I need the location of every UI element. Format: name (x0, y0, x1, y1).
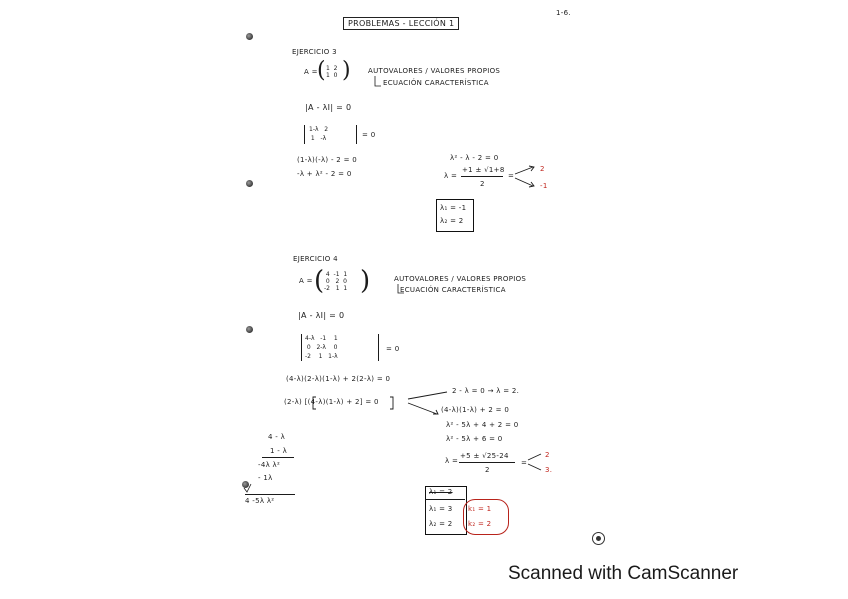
exercise-4-expansion-2: (2-λ) [(4-λ)(1-λ) + 2] = 0 (284, 398, 379, 406)
exercise-4-formula-numerator: +5 ± √25-24 (460, 452, 509, 460)
exercise-3-det-row-2: 1 -λ (309, 135, 327, 142)
side-calc-line-3: -4λ λ² (258, 461, 281, 469)
exercise-4-right-bracket (390, 397, 393, 409)
exercise-3-root-lower: -1 (540, 182, 548, 190)
exercise-3-result-lambda-2: λ₂ = 2 (440, 217, 464, 225)
exercise-4-multiplicity-2: k₂ = 2 (468, 520, 492, 528)
exercise-4-branch-quadratic-1: (4-λ)(1-λ) + 2 = 0 (441, 406, 510, 414)
exercise-4-arrow-branch-down (408, 403, 437, 414)
exercise-4-title: EJERCICIO 4 (293, 255, 338, 263)
exercise-4-arrow-down (528, 464, 541, 470)
exercise-4-matrix-label: A = (299, 277, 313, 285)
side-calc-line-2: 1 - λ (270, 447, 288, 455)
exercise-3-matrix-row-1: 1 2 (326, 65, 338, 72)
exercise-4-note-eigenvalues: AUTOVALORES / VALORES PROPIOS (394, 275, 527, 283)
exercise-4-matrix-row-1: 4 -1 1 (324, 271, 348, 278)
exercise-4-branch-linear: 2 - λ = 0 → λ = 2. (452, 387, 520, 395)
exercise-3-note-hook (375, 76, 381, 86)
exercise-4-result-lambda-1: λ₁ = 3 (429, 505, 453, 513)
exercise-3-formula-lhs: λ = (444, 172, 458, 180)
exercise-3-result-lambda-1: λ₁ = -1 (440, 204, 467, 212)
exercise-3-formula-numerator: +1 ± √1+8 (462, 166, 505, 174)
exercise-3-matrix-left-paren: ( (317, 58, 326, 83)
exercise-3-matrix-row-2: 1 0 (326, 72, 338, 79)
exercise-3-formula-equals: = (508, 172, 515, 180)
page-title: PROBLEMAS - LECCIÓN 1 (343, 17, 459, 30)
exercise-3-expansion-1: (1-λ)(-λ) - 2 = 0 (297, 156, 358, 164)
exercise-4-arrow-branch-up (408, 392, 447, 399)
exercise-4-det-row-2: 0 2-λ 0 (305, 344, 338, 351)
exercise-4-expansion-1: (4-λ)(2-λ)(1-λ) + 2(2-λ) = 0 (286, 375, 391, 383)
side-calc-line-4: - 1λ (258, 474, 273, 482)
side-calc-line-5: 4 -5λ λ² (245, 497, 275, 505)
exercise-3-note-eigenvalues: AUTOVALORES / VALORES PROPIOS (368, 67, 501, 75)
exercise-3-characteristic-equation: |A - λI| = 0 (305, 103, 352, 112)
exercise-4-note-characteristic: ECUACIÓN CARACTERÍSTICA (400, 286, 506, 294)
exercise-4-note-hook (398, 284, 404, 293)
scanner-watermark: Scanned with CamScanner (508, 563, 739, 584)
exercise-4-root-lower: 3. (545, 466, 553, 474)
exercise-3-note-characteristic: ECUACIÓN CARACTERÍSTICA (383, 79, 489, 87)
exercise-4-det-row-1: 4-λ -1 1 (305, 335, 338, 342)
scanner-stamp-icon (592, 532, 605, 545)
exercise-4-formula-equals: = (521, 459, 528, 467)
exercise-3-arrow-up (515, 167, 533, 174)
exercise-3-matrix-right-paren: ) (342, 58, 351, 83)
exercise-4-left-bracket (313, 397, 316, 409)
exercise-4-matrix-row-2: 0 2 0 (324, 278, 347, 285)
exercise-4-matrix-left-paren: ( (314, 266, 325, 296)
exercise-4-matrix-right-paren: ) (360, 266, 371, 296)
exercise-3-root-upper: 2 (540, 165, 545, 173)
exercise-3-det-row-1: 1-λ 2 (309, 126, 329, 133)
exercise-3-formula-denominator: 2 (480, 180, 485, 188)
side-calc-tick (244, 484, 251, 492)
exercise-3-matrix-label: A = (304, 68, 318, 76)
exercise-4-arrow-up (528, 454, 541, 460)
exercise-4-det-row-3: -2 1 1-λ (305, 353, 338, 360)
exercise-4-branch-quadratic-2: λ² - 5λ + 4 + 2 = 0 (446, 421, 519, 429)
exercise-3-arrow-down (515, 178, 533, 186)
side-calc-line-1: 4 - λ (268, 433, 286, 441)
exercise-3-det-equals-zero: = 0 (362, 131, 376, 139)
exercise-3-title: EJERCICIO 3 (292, 48, 337, 56)
exercise-4-multiplicity-1: k₁ = 1 (468, 505, 492, 513)
page-reference: 1-6. (556, 9, 571, 17)
exercise-4-root-upper: 2 (545, 451, 550, 459)
exercise-4-result-struck: λ₁ = 2 (429, 488, 453, 496)
exercise-4-formula-lhs: λ = (445, 457, 459, 465)
exercise-4-matrix-row-3: -2 1 1 (324, 285, 348, 292)
exercise-4-result-lambda-2: λ₂ = 2 (429, 520, 453, 528)
exercise-3-quadratic: λ² - λ - 2 = 0 (450, 154, 499, 162)
exercise-4-branch-quadratic-3: λ² - 5λ + 6 = 0 (446, 435, 503, 443)
exercise-3-expansion-2: -λ + λ² - 2 = 0 (297, 170, 352, 178)
exercise-4-formula-denominator: 2 (485, 466, 490, 474)
exercise-4-det-equals-zero: = 0 (386, 345, 400, 353)
exercise-4-characteristic-equation: |A - λI| = 0 (298, 311, 345, 320)
